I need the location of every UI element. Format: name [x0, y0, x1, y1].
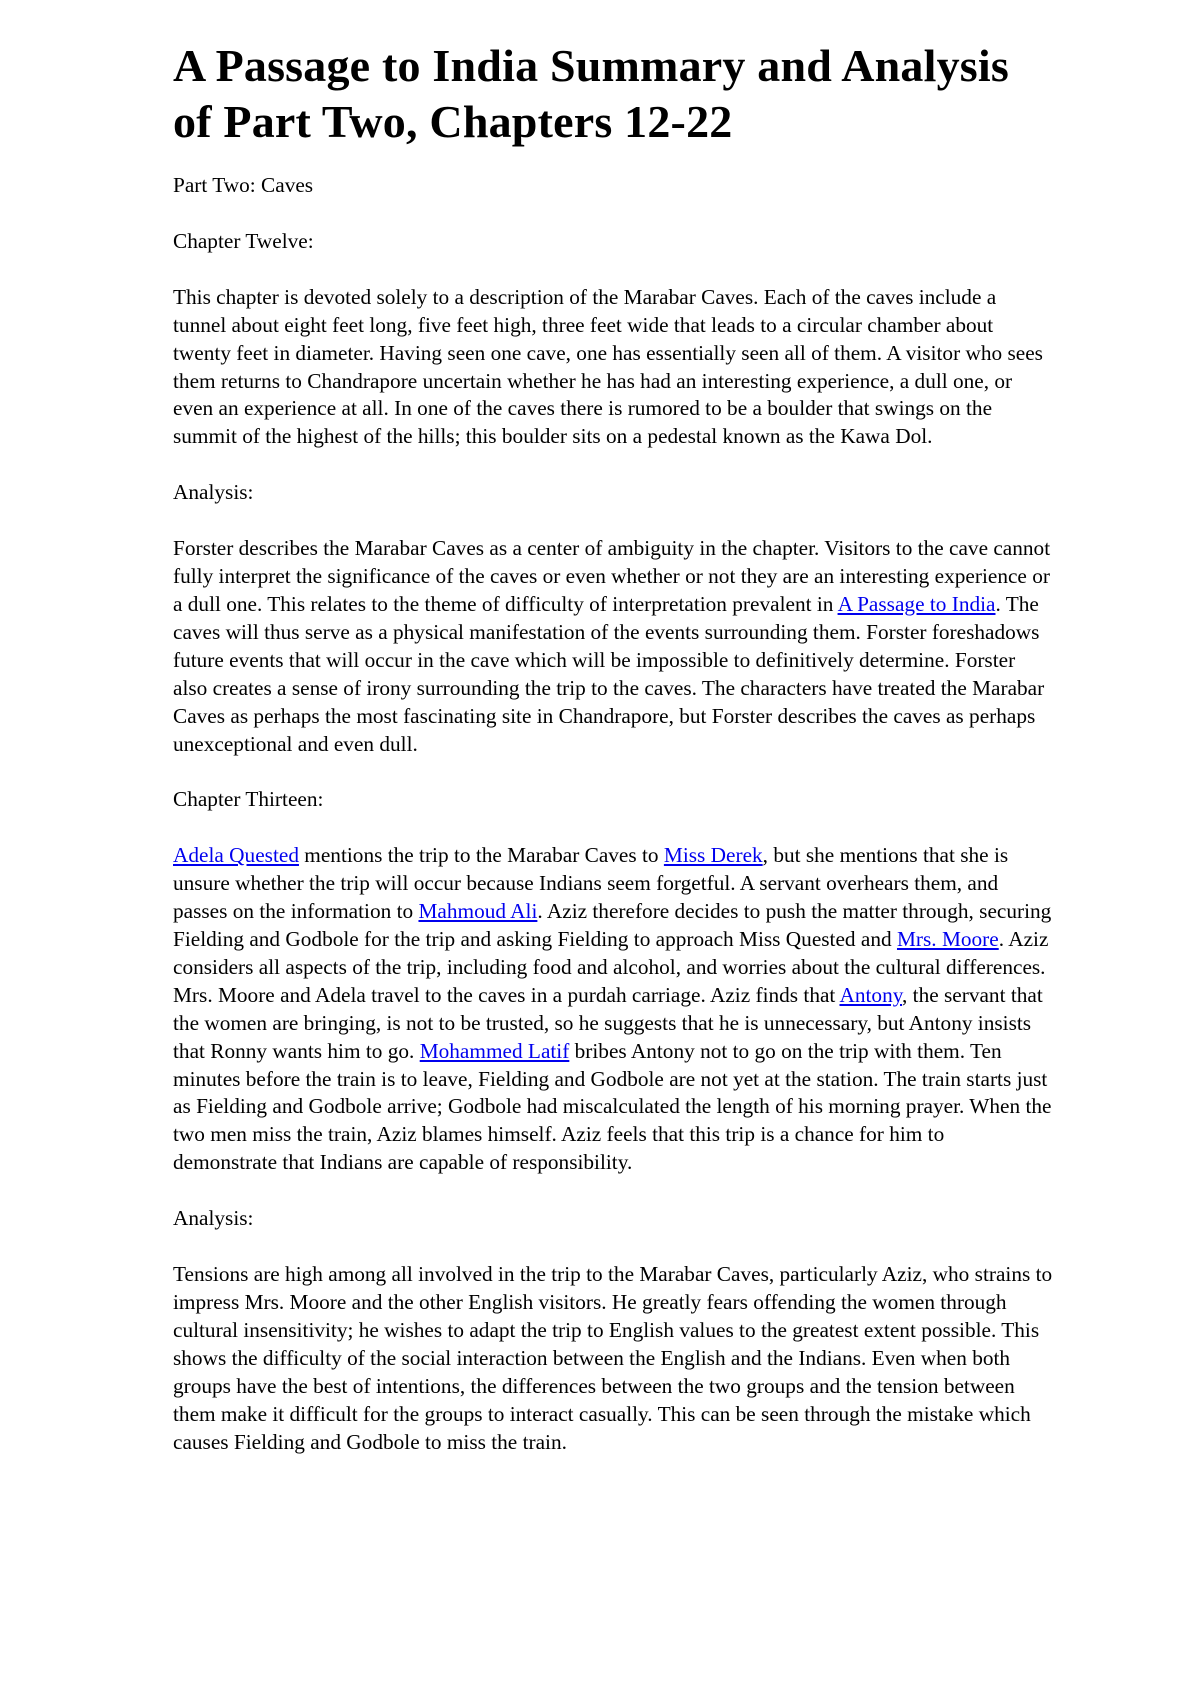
page-title: A Passage to India Summary and Analysis of Part Two, Chapters 12-22	[173, 40, 1009, 147]
link-mrs-moore[interactable]: Mrs. Moore	[896, 927, 999, 952]
chapter-twelve-analysis-heading: Analysis:	[173, 480, 254, 505]
summary-text-6: bribes Antony not to go on the trip with them. Ten minutes before the train is to leave, Fielding and Godbole are not yet at the station. The train starts just as Fielding and Godbole arrive; Godbole had miscalculated the length of his morning prayer. When the two men miss the train, Aziz blames himself. Aziz feels that this trip is a chance for him to demonstrate that Indians are capable of responsibility.	[173, 1038, 1052, 1175]
chapter-thirteen-heading: Chapter Thirteen:	[173, 787, 324, 812]
link-mohammed-latif[interactable]: Mohammed Latif	[419, 1038, 570, 1063]
link-antony[interactable]: Antony	[839, 982, 902, 1007]
summary-text-1: mentions the trip to the Marabar Caves to	[298, 843, 664, 868]
chapter-twelve-heading: Chapter Twelve:	[173, 228, 314, 253]
chapter-thirteen-summary	[173, 842, 1053, 1177]
link-adela-quested[interactable]: Adela Quested	[173, 843, 299, 868]
summary-text-3: . Aziz therefore decides to push the matter through, securing Fielding and Godbole for the trip and asking Fielding to approach Miss Quested and	[173, 899, 1052, 952]
analysis-text-part-1: Forster describes the Marabar Caves as a center of ambiguity in the chapter. Visitors to the cave cannot fully interpret the significance of the caves or even whether or not they are an interesting experience or a dull one. This relates to the theme of difficulty of interpretation prevalent in	[173, 536, 1051, 616]
summary-text-2: , but she mentions that she is unsure whether the trip will occur because Indians seem forgetful. A servant overhears them, and passes on the information to	[173, 843, 1009, 924]
summary-text-4: . Aziz considers all aspects of the trip, including food and alcohol, and worries about the cultural differences. Mrs. Moore and Adela travel to the caves in a purdah carriage. Aziz finds that	[173, 927, 1049, 1007]
chapter-twelve-summary: This chapter is devoted solely to a description of the Marabar Caves. Each of the caves include a tunnel about eight feet long, five feet high, three feet wide that leads to a circular chamber about twenty feet in diameter. Having seen one cave, one has essentially seen all of them. A visitor who sees them returns to Chandrapore uncertain whether he has had an interesting experience, a dull one, or even an experience at all. In one of the caves there is rumored to be a boulder that swings on the summit of the highest of the hills; this boulder sits on a pedestal known as the Kawa Dol.	[173, 284, 1043, 449]
chapter-thirteen-analysis: Tensions are high among all involved in the trip to the Marabar Caves, particularly Aziz, who strains to impress Mrs. Moore and the other English visitors. He greatly fears offending the women through cultural insensitivity; he wishes to adapt the trip to English values to the greatest extent possible. This shows the difficulty of the social interaction between the English and the Indians. Even when both groups have the best of intentions, the differences between the two groups and the tension between them make it difficult for the groups to interact casually. This can be seen through the mistake which causes Fielding and Godbole to miss the train.	[173, 1262, 1053, 1454]
link-mahmoud-ali[interactable]: Mahmoud Ali	[418, 899, 538, 924]
part-heading: Part Two: Caves	[173, 173, 314, 197]
link-a-passage-to-india[interactable]: A Passage to India	[837, 591, 996, 616]
analysis-text-part-2: . The caves will thus serve as a physical manifestation of the events surrounding them. Forster foreshadows future events that will occur in the cave which will be impossible to definitively determine. Forster also creates a sense of irony surrounding the trip to the caves. The characters have treated the Marabar Caves as perhaps the most fascinating site in Chandrapore, but Forster describes the caves as perhaps unexceptional and even dull.	[173, 591, 1045, 756]
chapter-twelve-analysis	[173, 535, 1053, 758]
chapter-thirteen-analysis-heading: Analysis:	[173, 1206, 254, 1231]
link-miss-derek[interactable]: Miss Derek	[663, 843, 763, 868]
summary-text-5: , the servant that the women are bringing, is not to be trusted, so he suggests that he is unnecessary, but Antony insists that Ronny wants him to go.	[173, 982, 1043, 1063]
document-page	[173, 38, 1053, 1484]
